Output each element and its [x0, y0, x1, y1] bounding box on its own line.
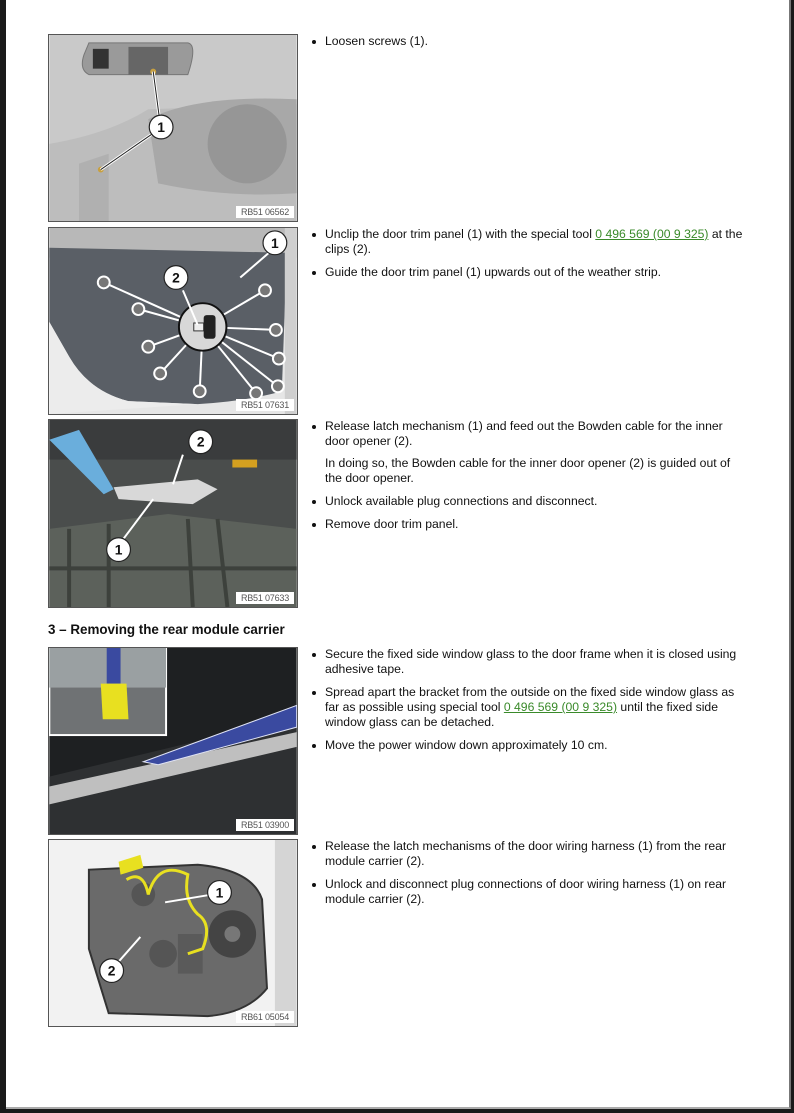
door-trim-illustration — [49, 228, 297, 414]
figure-door-trim-clips — [48, 227, 298, 415]
instruction-bullet: Secure the fixed side window glass to the door frame when it is closed using adhesive tape. — [310, 647, 750, 677]
step-instructions — [310, 647, 750, 761]
instruction-bullet: Unlock and disconnect plug connections of door wiring harness (1) on rear module carrier (2). — [310, 877, 750, 907]
svg-text:2: 2 — [107, 962, 116, 979]
section-heading: 3 – Removing the rear module carrier — [48, 622, 285, 637]
step-row-3 — [48, 419, 788, 609]
figure-caption: RB51 06562 — [236, 206, 294, 218]
svg-text:1: 1 — [157, 118, 165, 135]
module-carrier-illustration — [49, 840, 297, 1026]
step-row-2 — [48, 227, 788, 417]
step-instructions — [310, 419, 750, 540]
step-row-4 — [48, 647, 788, 837]
step-instructions — [310, 34, 750, 57]
instruction-bullet: Guide the door trim panel (1) upwards out of the weather strip. — [310, 265, 750, 280]
instruction-bullet: Release latch mechanism (1) and feed out the Bowden cable for the inner door opener (2). — [310, 419, 750, 449]
figure-door-handle-screws — [48, 34, 298, 222]
figure-fixed-window-glass — [48, 647, 298, 835]
svg-text:2: 2 — [196, 433, 205, 450]
special-tool-link[interactable]: 0 496 569 (00 9 325) — [503, 700, 618, 714]
instruction-bullet: Unlock available plug connections and disconnect. — [310, 494, 750, 509]
step-row-5 — [48, 839, 788, 1029]
svg-text:1: 1 — [215, 884, 224, 901]
instruction-bullet: Remove door trim panel. — [310, 517, 750, 532]
instruction-note: In doing so, the Bowden cable for the inner door opener (2) is guided out of the door opener. — [325, 456, 731, 485]
figure-latch-bowden-cable — [48, 419, 298, 608]
instruction-bullet: Spread apart the bracket from the outside on the fixed side window glass as far as possible using special tool 0 496 569 (00 9 325) until the fixed side window glass can be detached. — [310, 685, 750, 730]
instruction-bullet: Loosen screws (1). — [310, 34, 750, 49]
door-handle-illustration — [49, 35, 297, 221]
instruction-bullet: Move the power window down approximately 10 cm. — [310, 738, 750, 753]
svg-text:2: 2 — [172, 269, 180, 286]
instruction-bullet: Unclip the door trim panel (1) with the special tool 0 496 569 (00 9 325) at the clips (2). — [310, 227, 750, 257]
svg-text:1: 1 — [271, 234, 279, 251]
step-instructions — [310, 839, 750, 915]
figure-caption: RB51 07631 — [236, 399, 294, 411]
document-page — [6, 0, 791, 1109]
instruction-bullet: Release the latch mechanisms of the door wiring harness (1) from the rear module carrier (2). — [310, 839, 750, 869]
step-row-1 — [48, 34, 788, 224]
window-glass-photo — [49, 648, 297, 834]
svg-text:1: 1 — [114, 541, 123, 558]
figure-caption: RB51 03900 — [236, 819, 294, 831]
figure-caption: RB61 05054 — [236, 1011, 294, 1023]
special-tool-link[interactable]: 0 496 569 (00 9 325) — [595, 227, 709, 241]
figure-module-carrier-harness — [48, 839, 298, 1027]
step-instructions — [310, 227, 750, 288]
figure-caption: RB51 07633 — [236, 592, 294, 604]
latch-mechanism-photo — [49, 420, 297, 607]
